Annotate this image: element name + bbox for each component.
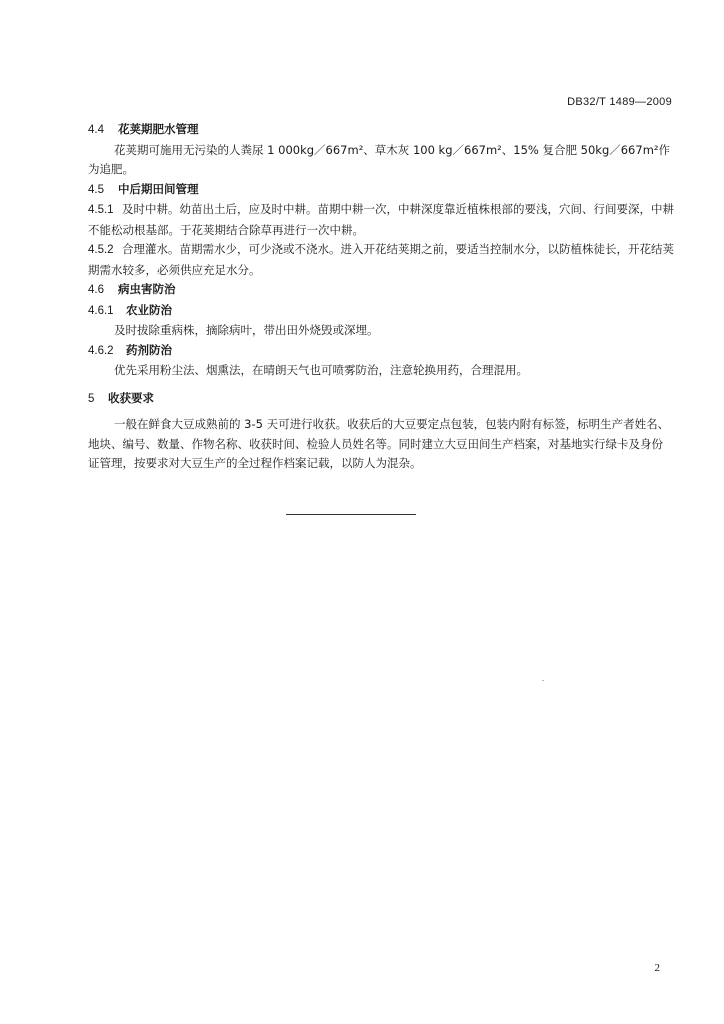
section-title: 中后期田间管理 — [118, 181, 199, 196]
section-paragraph-4-4: 花荚期可施用无污染的人粪尿 1 000kg／667m²、草木灰 100 kg／667m²、15% 复合肥 50kg／667m²作为追肥。 — [88, 142, 671, 176]
section-heading-4-5 — [88, 180, 674, 201]
section-title: 收获要求 — [108, 390, 154, 405]
section-heading-4-4 — [88, 120, 674, 141]
section-number: 4.5.2 — [88, 244, 114, 256]
section-title: 花荚期肥水管理 — [118, 122, 199, 136]
section-5 — [88, 389, 674, 474]
section-number: 5 — [88, 392, 95, 405]
page-number: 2 — [654, 962, 660, 974]
paragraph-text: 合理灌水。苗期需水少，可少浇或不浇水。进入开花结荚期之前，要适当控制水分，以防植株徒长，开花结荚期需水较多，必须供应充足水分。 — [88, 242, 674, 277]
section-heading-4-6-1 — [88, 301, 674, 322]
section-number: 4.6.1 — [88, 304, 114, 317]
section-title: 农业防治 — [126, 302, 172, 317]
section-paragraph-4-6-1: 及时拔除重病株，摘除病叶，带出田外烧毁或深埋。 — [114, 323, 379, 337]
section-heading-5 — [88, 389, 674, 410]
section-heading-4-6-2 — [88, 341, 674, 362]
document-body — [88, 120, 674, 474]
scan-speck — [542, 680, 544, 681]
end-of-text-rule — [286, 514, 416, 515]
section-paragraph-4-5-1 — [88, 200, 674, 240]
section-number: 4.5.1 — [88, 204, 114, 216]
section-title: 药剂防治 — [126, 342, 172, 357]
section-title: 病虫害防治 — [118, 282, 176, 296]
paragraph-text: 及时中耕。幼苗出土后，应及时中耕。苗期中耕一次，中耕深度靠近植株根部的要浅，穴间、行间要深，中耕不能松动根基部。于花荚期结合除草再进行一次中耕。 — [88, 202, 674, 237]
section-paragraph-4-5-2 — [88, 240, 674, 280]
section-number: 4.6.2 — [88, 344, 114, 357]
section-number: 4.6 — [88, 284, 104, 296]
document-code: DB32/T 1489—2009 — [567, 96, 672, 108]
section-heading-4-6 — [88, 280, 674, 301]
section-number: 4.5 — [88, 183, 104, 196]
section-number: 4.4 — [88, 124, 104, 136]
section-paragraph-4-6-2: 优先采用粉尘法、烟熏法，在晴朗天气也可喷雾防治，注意轮换用药，合理混用。 — [114, 363, 528, 377]
section-paragraph-5: 一般在鲜食大豆成熟前的 3-5 天可进行收获。收获后的大豆要定点包装，包装内附有标签，标明生产者姓名、地块、编号、数量、作物名称、收获时间、检验人员姓名等。同时建立大豆田间生产档案，对基地实行绿卡及身份证管理，按要求对大豆生产的全过程作档案记载，以防人为混杂。 — [88, 417, 670, 470]
